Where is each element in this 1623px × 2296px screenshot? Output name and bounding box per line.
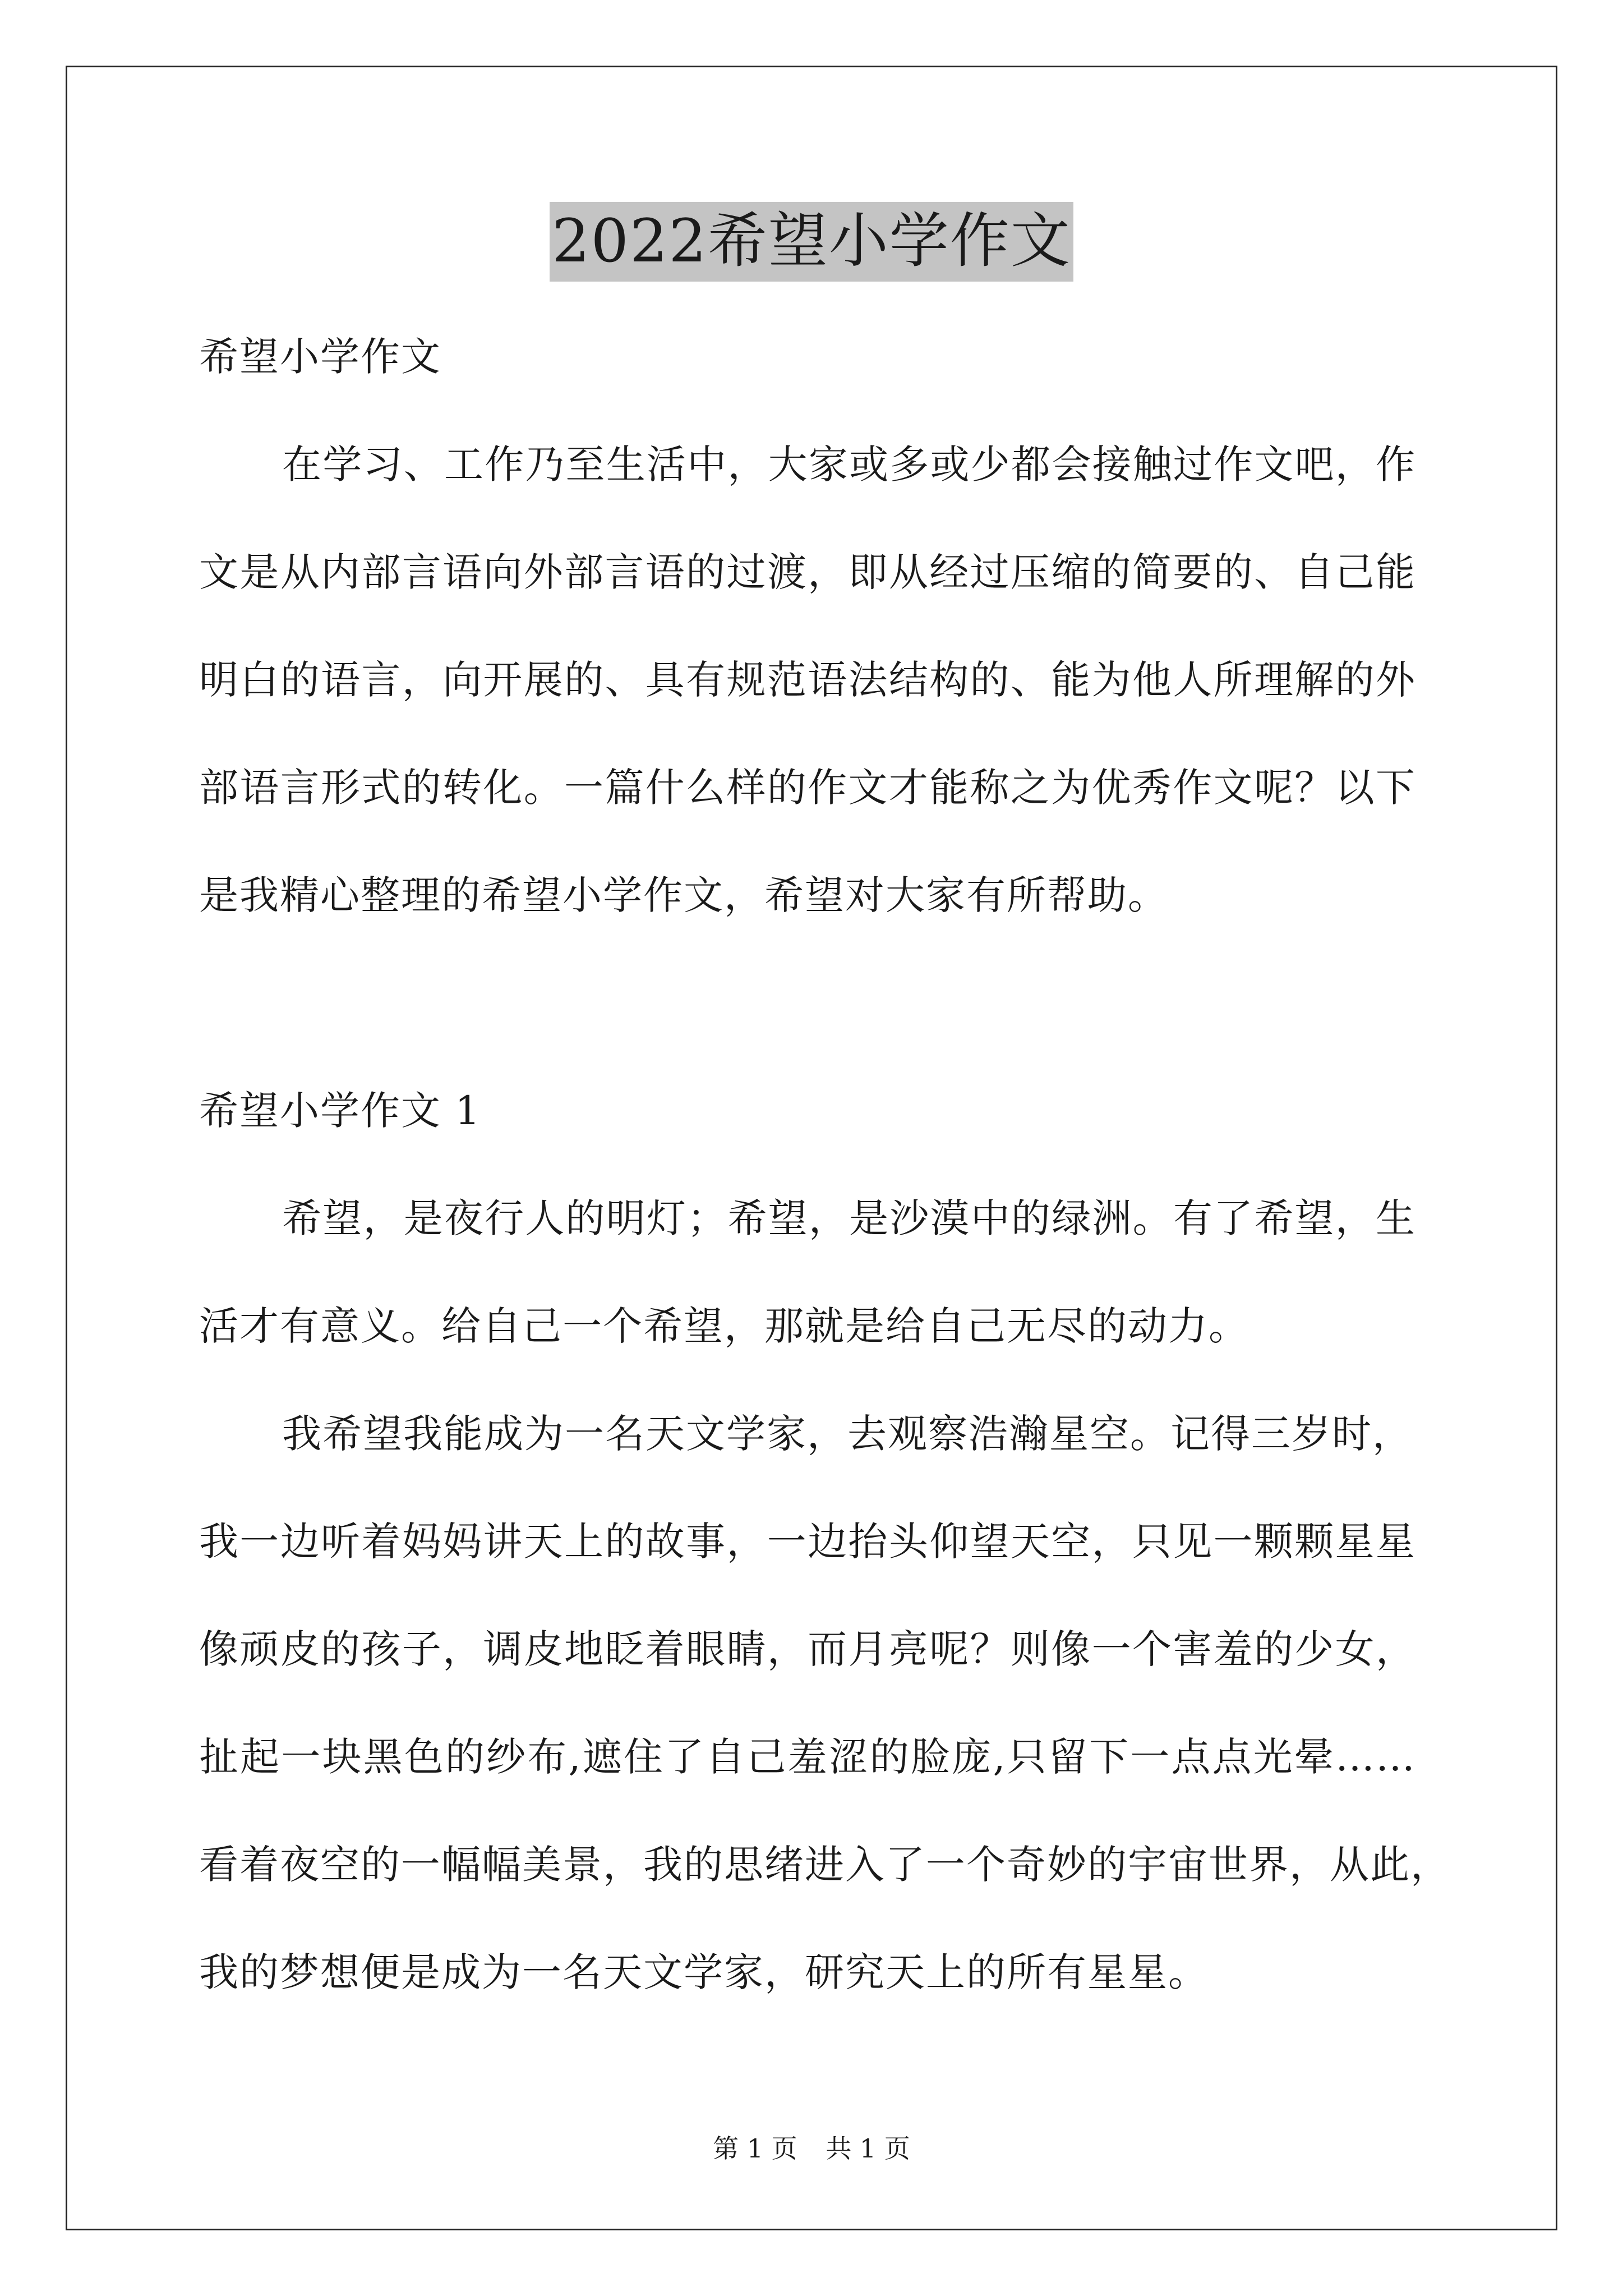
document-title: 2022希望小学作文: [550, 202, 1073, 282]
intro-line: 在学习、工作乃至生活中，大家或多或少都会接触过作文吧，作: [282, 441, 1416, 487]
paragraph-line: 我一边听着妈妈讲天上的故事，一边抬头仰望天空，只见一颗颗星星: [199, 1519, 1416, 1565]
intro-line: 是我精心整理的希望小学作文，希望对大家有所帮助。: [199, 872, 1168, 918]
intro-line: 部语言形式的转化。一篇什么样的作文才能称之为优秀作文呢？以下: [199, 765, 1416, 811]
section-heading: 希望小学作文 1: [199, 1088, 481, 1134]
paragraph-line: 活才有意义。给自己一个希望，那就是给自己无尽的动力。: [199, 1303, 1249, 1349]
paragraph-line: 看着夜空的一幅幅美景，我的思绪进入了一个奇妙的宇宙世界，从此，: [199, 1842, 1451, 1888]
page-number-current: 第 1 页: [713, 2133, 797, 2164]
paragraph-line: 希望，是夜行人的明灯；希望，是沙漠中的绿洲。有了希望，生: [282, 1195, 1416, 1241]
paragraph-line: 我的梦想便是成为一名天文学家，研究天上的所有星星。: [199, 1949, 1209, 1995]
spacer: [199, 949, 1416, 1057]
paragraph-line: 扯起一块黑色的纱布,遮住了自己羞涩的脸庞,只留下一点点光晕……: [199, 1734, 1416, 1780]
intro-line: 明白的语言，向开展的、具有规范语法结构的、能为他人所理解的外: [199, 657, 1416, 703]
title-container: [0, 202, 1623, 282]
paragraph-line: 我希望我能成为一名天文学家，去观察浩瀚星空。记得三岁时，: [282, 1411, 1413, 1457]
subtitle: 希望小学作文: [199, 334, 441, 380]
page-footer: [0, 2132, 1623, 2165]
paragraph-line: 像顽皮的孩子，调皮地眨着眼睛，而月亮呢？则像一个害羞的少女，: [199, 1626, 1416, 1672]
page-number-total: 共 1 页: [826, 2133, 910, 2164]
intro-line: 文是从内部言语向外部言语的过渡，即从经过压缩的简要的、自己能: [199, 549, 1416, 595]
document-body: [199, 303, 1451, 2026]
